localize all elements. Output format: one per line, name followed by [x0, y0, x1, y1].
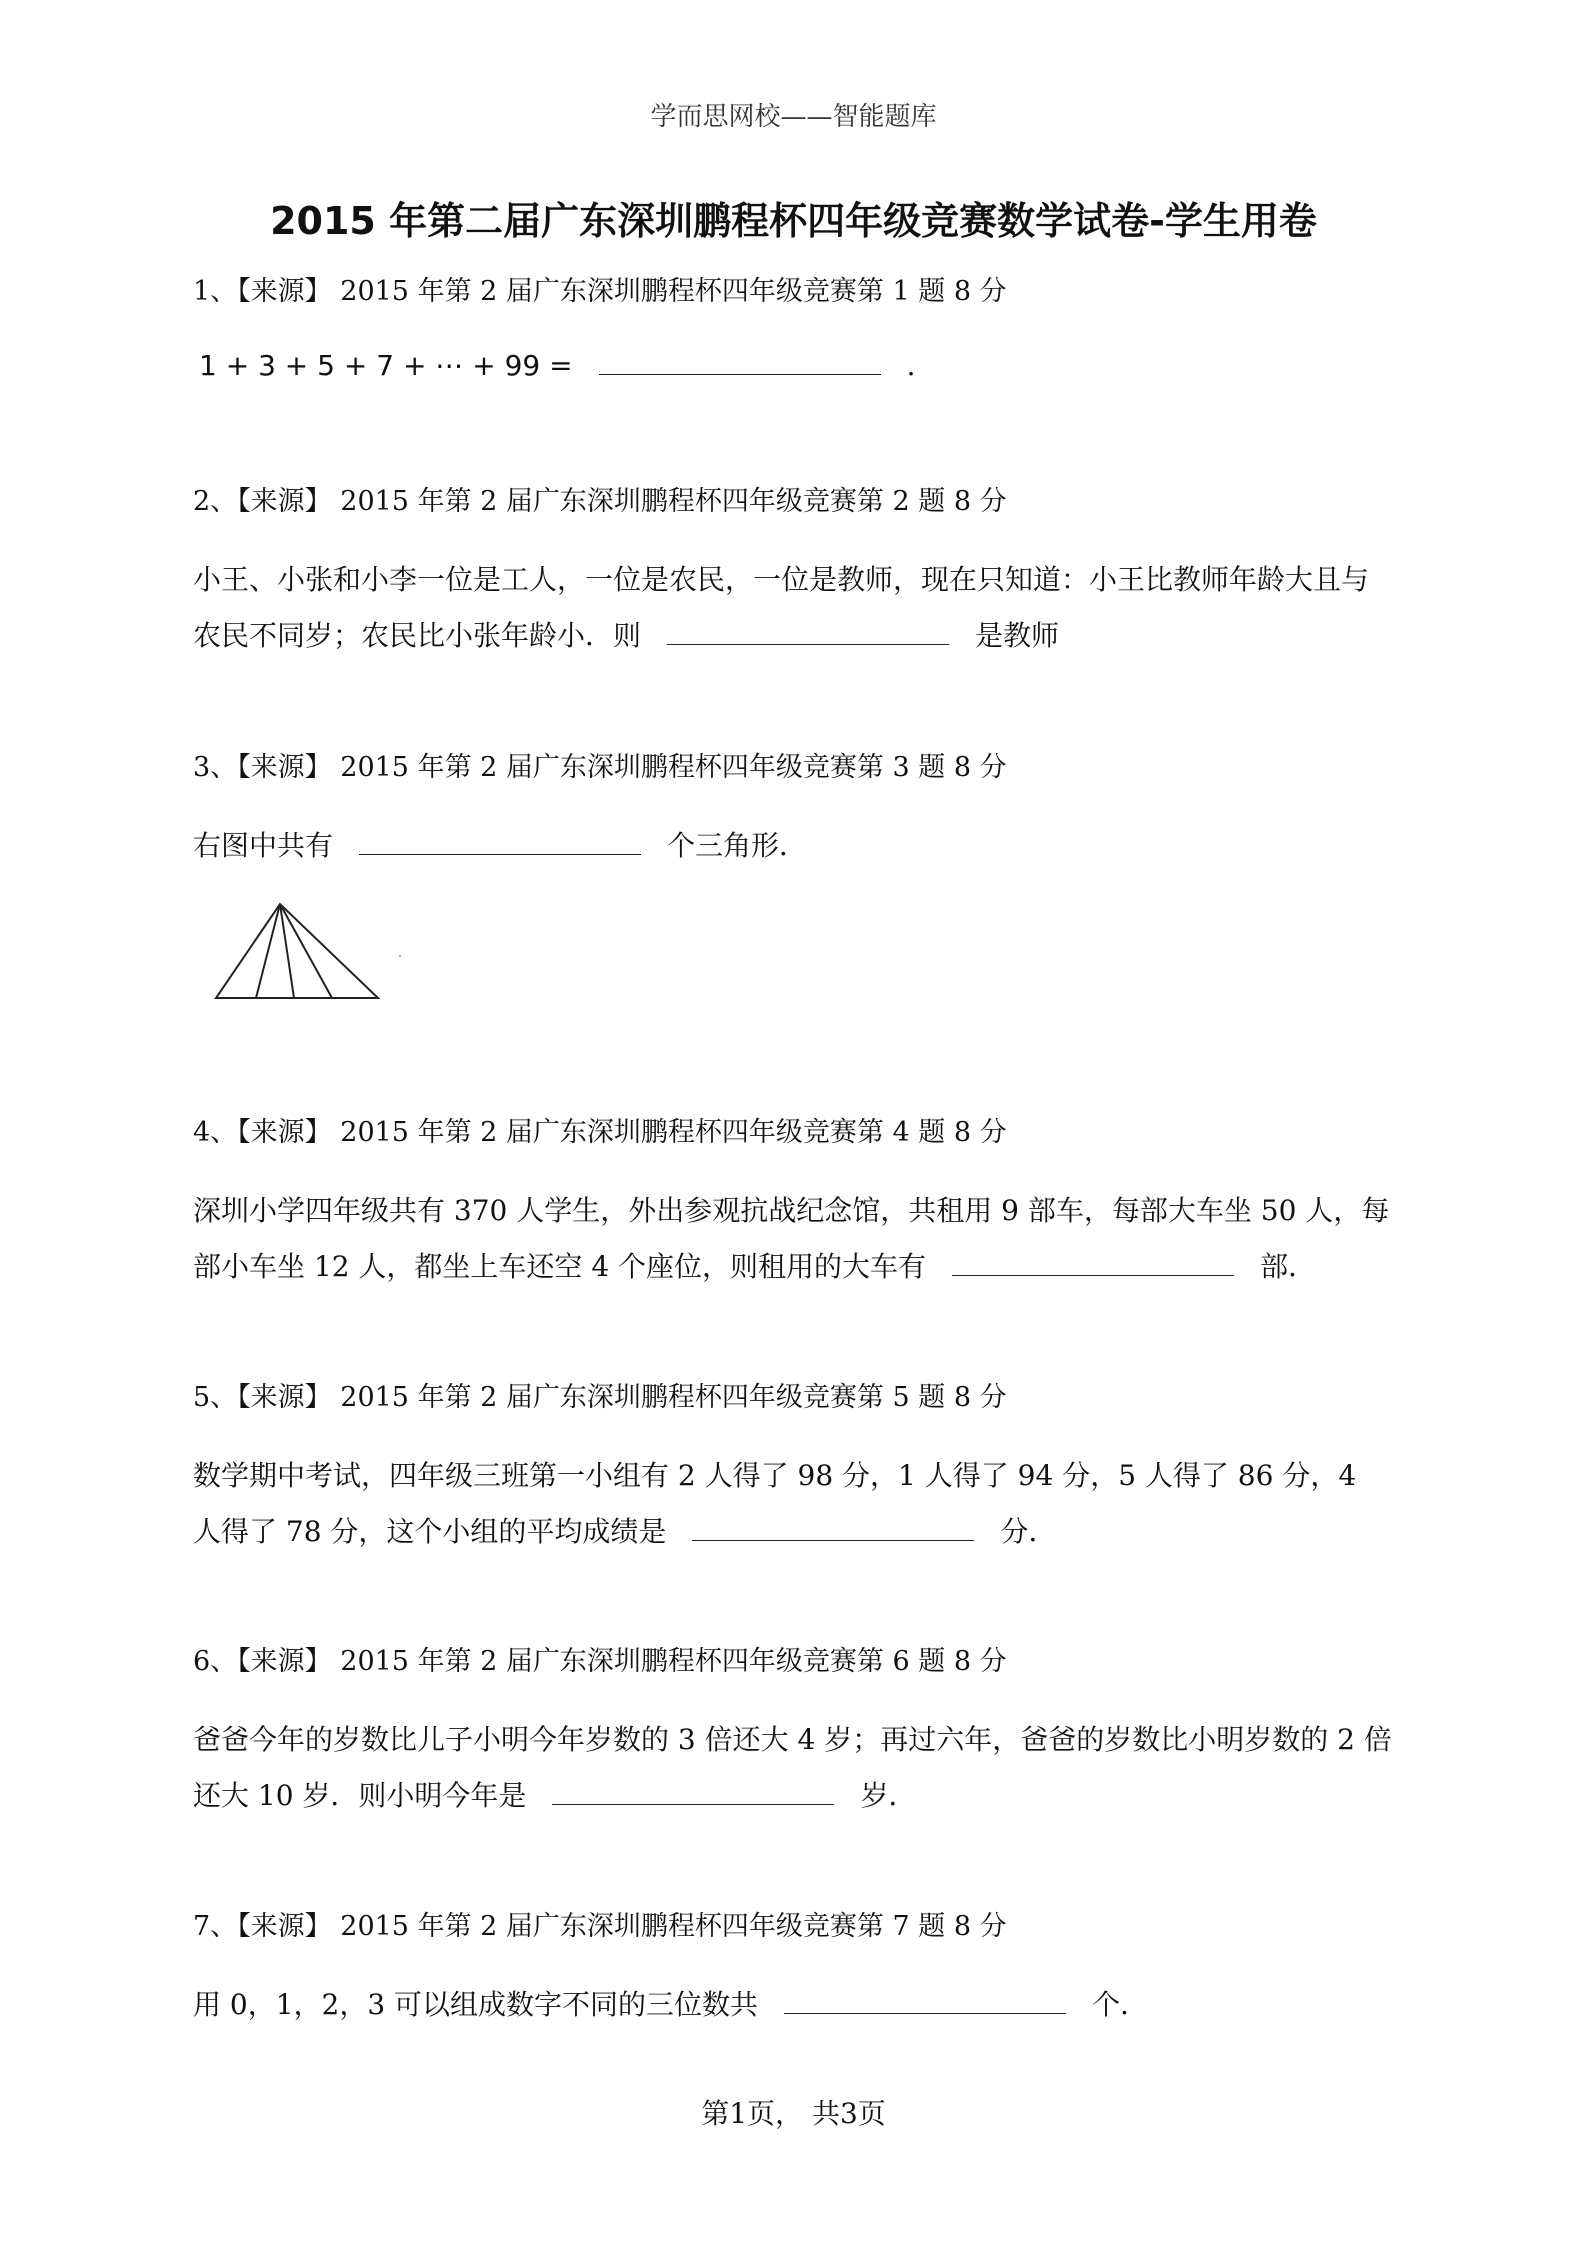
question-number: 6、 [193, 1646, 238, 1677]
formula: 1 + 3 + 5 + 7 + ⋯ + 99 = [199, 349, 573, 382]
triangle-figure [208, 898, 408, 1008]
question-tail: 个． [1092, 1988, 1149, 2021]
question-tail: 部． [1260, 1250, 1317, 1283]
question-source [193, 272, 1393, 312]
question-text [193, 818, 1393, 874]
page-title: 2015 年第二届广东深圳鹏程杯四年级竞赛数学试卷-学生用卷 [270, 199, 1317, 243]
question-number: 2、 [193, 486, 238, 517]
answer-blank[interactable] [359, 824, 641, 855]
question-number: 4、 [193, 1117, 238, 1148]
question-4 [193, 1113, 1393, 1295]
question-source [193, 1378, 1393, 1418]
question-body: 爸爸今年的岁数比儿子小明今年岁数的 3 倍还大 4 岁；再过六年，爸爸的岁数比小明岁数的 2 倍还大 10 岁．则小明今年是 [193, 1723, 1392, 1812]
page-footer: 第1页， 共3页 [701, 2097, 886, 2130]
outer-triangle [216, 904, 378, 998]
question-5 [193, 1378, 1393, 1560]
question-text [193, 1448, 1393, 1560]
question-body: 右图中共有 [193, 829, 334, 862]
answer-blank[interactable] [667, 614, 949, 645]
question-source-text: 【来源】 2015 年第 2 届广东深圳鹏程杯四年级竞赛第 4 题 8 分 [237, 1117, 1007, 1148]
question-text [193, 338, 1393, 394]
question-2 [193, 482, 1393, 664]
question-source [193, 1907, 1393, 1947]
question-source-text: 【来源】 2015 年第 2 届广东深圳鹏程杯四年级竞赛第 7 题 8 分 [237, 1911, 1007, 1942]
question-text [193, 1183, 1393, 1295]
question-tail: 分． [1000, 1515, 1057, 1548]
answer-blank[interactable] [952, 1245, 1234, 1276]
question-body: 用 0，1，2，3 可以组成数字不同的三位数共 [193, 1988, 759, 2021]
question-6 [193, 1642, 1393, 1824]
question-source-text: 【来源】 2015 年第 2 届广东深圳鹏程杯四年级竞赛第 6 题 8 分 [237, 1646, 1007, 1677]
question-source-text: 【来源】 2015 年第 2 届广东深圳鹏程杯四年级竞赛第 5 题 8 分 [237, 1382, 1007, 1413]
question-number: 5、 [193, 1382, 238, 1413]
page-header: 学而思网校——智能题库 [650, 102, 937, 132]
question-tail: 岁． [860, 1779, 917, 1812]
question-source [193, 482, 1393, 522]
question-tail: 个三角形． [667, 829, 808, 862]
question-3 [193, 748, 1393, 874]
stray-dot [399, 955, 401, 957]
question-text [193, 552, 1393, 664]
question-source-text: 【来源】 2015 年第 2 届广东深圳鹏程杯四年级竞赛第 1 题 8 分 [237, 276, 1007, 307]
answer-blank[interactable] [692, 1510, 974, 1541]
answer-blank[interactable] [784, 1983, 1066, 2014]
question-text [193, 1712, 1393, 1824]
question-number: 1、 [193, 276, 238, 307]
question-7 [193, 1907, 1393, 2033]
question-text [193, 1977, 1393, 2033]
question-source-text: 【来源】 2015 年第 2 届广东深圳鹏程杯四年级竞赛第 3 题 8 分 [237, 752, 1007, 783]
question-1 [193, 272, 1393, 394]
question-tail: 是教师 [975, 619, 1060, 652]
question-source-text: 【来源】 2015 年第 2 届广东深圳鹏程杯四年级竞赛第 2 题 8 分 [237, 486, 1007, 517]
answer-blank[interactable] [552, 1774, 834, 1805]
answer-blank[interactable] [599, 344, 881, 375]
question-source [193, 1113, 1393, 1153]
question-body: 深圳小学四年级共有 370 人学生，外出参观抗战纪念馆，共租用 9 部车，每部大车坐 50 人，每部小车坐 12 人，都坐上车还空 4 个座位，则租用的大车有 [193, 1194, 1390, 1283]
question-number: 3、 [193, 752, 238, 783]
inner-line [256, 904, 280, 998]
question-source [193, 1642, 1393, 1682]
question-tail: . [906, 349, 916, 382]
question-number: 7、 [193, 1911, 238, 1942]
question-source [193, 748, 1393, 788]
question-body: 小王、小张和小李一位是工人，一位是农民，一位是教师，现在只知道：小王比教师年龄大且与农民不同岁；农民比小张年龄小．则 [193, 563, 1370, 652]
question-body: 数学期中考试，四年级三班第一小组有 2 人得了 98 分，1 人得了 94 分，5 人得了 86 分，4 人得了 78 分，这个小组的平均成绩是 [193, 1459, 1357, 1548]
